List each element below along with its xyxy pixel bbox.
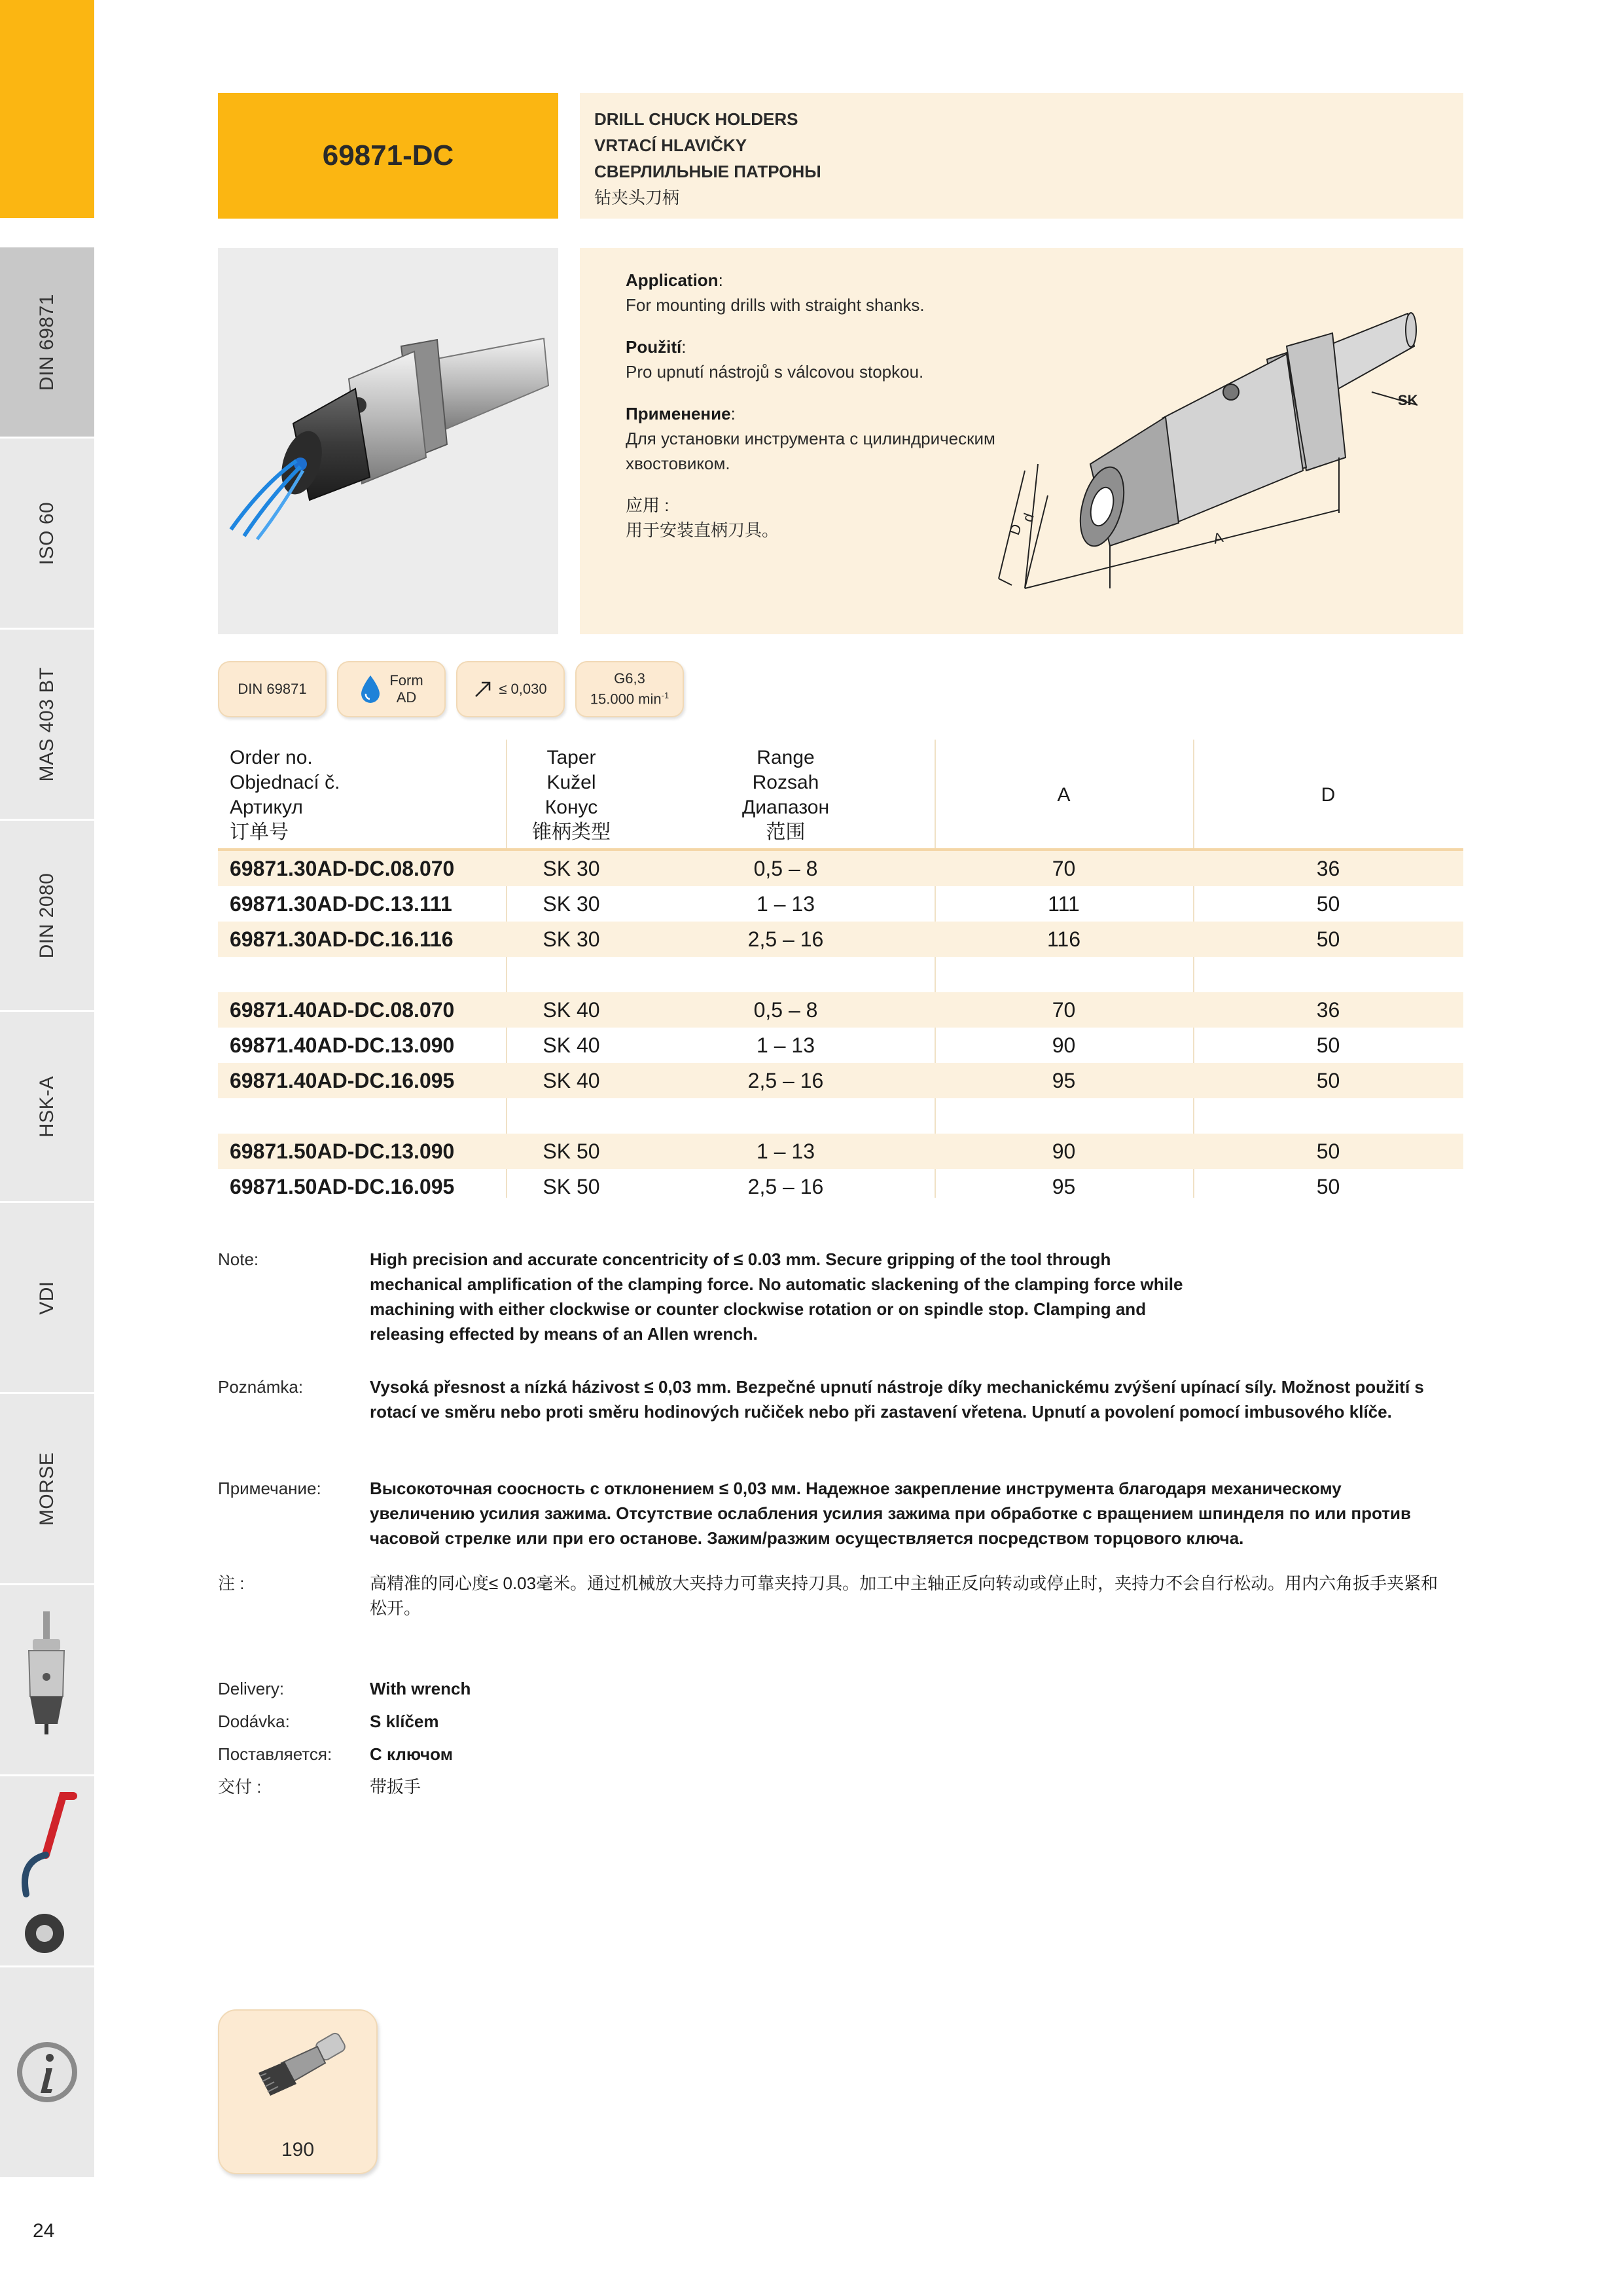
tab-mas-403-bt[interactable] (0, 628, 94, 819)
rpm-unit-sup: -1 (661, 691, 669, 701)
cell-a: 90 (1052, 1033, 1076, 1057)
application-label: 应用 (626, 495, 665, 515)
order-table (218, 740, 1463, 1204)
accessory-link-tile[interactable] (218, 2009, 378, 2174)
cell-order (230, 957, 505, 992)
tab-label: MAS 403 BT (36, 666, 58, 782)
table-row (218, 1134, 1463, 1169)
delivery-label: 交付 : (218, 1777, 262, 1797)
tab-label: DIN 2080 (36, 872, 58, 958)
cell-a: 111 (1048, 892, 1080, 916)
cell-order: 69871.40AD-DC.13.090 (230, 1033, 455, 1057)
cell-a (935, 1098, 1193, 1134)
delivery-value: With wrench (370, 1679, 471, 1698)
table-row (218, 1169, 1463, 1204)
cell-order: 69871.30AD-DC.16.116 (230, 927, 454, 951)
cell-a: 95 (1052, 1175, 1076, 1198)
coolant-drop-icon (359, 674, 382, 704)
cell-order: 69871.30AD-DC.13.111 (230, 892, 452, 916)
cell-taper (506, 957, 637, 992)
table-row (218, 992, 1463, 1028)
standard-badge (218, 661, 327, 717)
dim-a: A (1211, 529, 1225, 547)
cell-d (1193, 957, 1463, 992)
cell-d: 50 (1316, 1139, 1340, 1163)
delivery-value: 带扳手 (370, 1777, 421, 1797)
application-value: 用于安装直柄刀具。 (626, 520, 779, 540)
form-value: AD (396, 689, 417, 706)
title-ru: СВЕРЛИЛЬНЫЕ ПАТРОНЫ (594, 162, 821, 181)
balance-badge (575, 661, 684, 717)
cell-taper: SK 40 (543, 1069, 600, 1092)
header-range: Range Rozsah Диапазон 范围 (741, 747, 830, 843)
cell-taper: SK 40 (543, 998, 600, 1022)
header-order: Order no. Objednací č. Артикул 订单号 (230, 747, 340, 843)
note-text: Высокоточная соосность с отклонением ≤ 0,03 мм. Надежное закрепление инструмента благодаря механическому увеличению усилия зажима. Отсутствие ослабления усилия зажима при обработке с вращением шпинделя по или против часовой стрелке или при его останове. Зажим/разжим осуществляется посредством торцового ключа. (370, 1479, 1411, 1548)
accessory-page-number: 190 (281, 2139, 315, 2161)
header-taper: Taper Kužel Конус 锥柄类型 (532, 747, 611, 843)
cell-d: 50 (1316, 1033, 1340, 1057)
form-label: Form (389, 672, 423, 689)
tab-iso-60[interactable] (0, 437, 94, 628)
delivery-ru (218, 1738, 872, 1770)
tab-label: VDI (36, 1280, 58, 1315)
cell-d (1193, 1098, 1463, 1134)
cell-d: 50 (1316, 927, 1340, 951)
cell-range: 2,5 – 16 (747, 1069, 824, 1092)
application-label: Применение (626, 404, 731, 423)
tab-din-69871[interactable] (0, 245, 94, 437)
side-accent-bar (0, 0, 94, 218)
table-spacer-row (218, 957, 1463, 992)
application-en: Application: For mounting drills with straight shanks. (626, 268, 1044, 317)
note-text: Vysoká přesnost a nízká házivost ≤ 0,03 mm. Bezpečné upnutí nástroje díky mechanickému zvýšení upínací síly. Možnost použití s rotací ve směru nebo proti směru hodinových ručiček nebo při zastavení vřetena. Upnutí a povolení pomocí imbusového klíče. (370, 1377, 1424, 1422)
delivery-cn (218, 1770, 872, 1803)
wrench-and-nut-icon (0, 1776, 94, 1967)
concentricity-badge (456, 661, 565, 717)
application-panel (580, 248, 1463, 634)
cell-range: 1 – 13 (757, 1033, 815, 1057)
cell-a: 116 (1046, 927, 1080, 951)
cell-range: 1 – 13 (757, 892, 815, 916)
note-label: Примечание: (218, 1479, 321, 1498)
table-header (218, 740, 1463, 851)
product-photo (218, 248, 558, 634)
delivery-value: S klíčem (370, 1712, 439, 1731)
note-text: High precision and accurate concentricity of ≤ 0.03 mm. Secure gripping of the tool through mechanical amplification of the clamping force. No automatic slackening of the clamping force while machining with either clockwise or counter clockwise rotation or on spindle stop. Clamping and releasing effected by means of an Allen wrench. (370, 1249, 1183, 1344)
tab-wrench-and-nut[interactable] (0, 1774, 94, 1965)
dim-d-big: D (1006, 522, 1026, 537)
table-row (218, 1028, 1463, 1063)
max-rpm: 15.000 min (590, 691, 662, 708)
application-cz: Použití: Pro upnutí nástrojů s válcovou stopkou. (626, 334, 1044, 384)
application-label: Application (626, 270, 719, 290)
tab-hsk-a[interactable] (0, 1010, 94, 1201)
product-code: 69871-DC (322, 139, 454, 171)
delivery-label: Dodávka: (218, 1712, 290, 1731)
delivery-label: Поставляется: (218, 1744, 332, 1764)
page-number: 24 (33, 2220, 55, 2242)
cell-order (230, 1098, 505, 1134)
application-value: Для установки инструмента с цилиндрическим хвостовиком. (626, 429, 995, 473)
cell-d: 50 (1316, 1069, 1340, 1092)
table-spacer-row (218, 1098, 1463, 1134)
delivery-section (218, 1672, 872, 1803)
dim-sk: SK (1398, 392, 1418, 408)
table-row (218, 886, 1463, 922)
note-label: Note: (218, 1249, 259, 1269)
note-text: 高精准的同心度≤ 0.03毫米。通过机械放大夹持力可靠夹持刀具。加工中主轴正反向转动或停止时，夹持力不会自行松动。用内六角扳手夹紧和松开。 (370, 1573, 1438, 1618)
cell-a: 95 (1052, 1069, 1076, 1092)
balance-grade: G6,3 (614, 670, 645, 687)
application-label: Použití (626, 337, 682, 357)
tab-morse[interactable] (0, 1392, 94, 1583)
tab-drill-chuck[interactable] (0, 1583, 94, 1774)
application-ru: Применение: Для установки инструмента с цилиндрическим хвостовиком. (626, 401, 1044, 476)
cell-taper: SK 30 (543, 857, 600, 880)
note-label: 注 : (218, 1573, 245, 1593)
cell-d: 36 (1316, 998, 1340, 1022)
cell-a: 70 (1052, 857, 1076, 880)
info-icon (0, 1967, 94, 2179)
tab-info[interactable] (0, 1965, 94, 2177)
cell-range: 1 – 13 (757, 1139, 815, 1163)
tab-label: HSK-A (36, 1075, 58, 1138)
delivery-label: Delivery: (218, 1679, 285, 1698)
pull-stud-icon (219, 2011, 379, 2142)
cell-order: 69871.50AD-DC.16.095 (230, 1175, 455, 1198)
concentricity-arrow-icon (474, 680, 492, 698)
spec-badges (218, 661, 684, 717)
dim-d-small: d (1019, 511, 1037, 524)
cell-range: 0,5 – 8 (753, 857, 818, 880)
table-row (218, 922, 1463, 957)
standard-badge-text: DIN 69871 (238, 681, 307, 697)
cell-order: 69871.40AD-DC.08.070 (230, 998, 455, 1022)
table-row (218, 851, 1463, 886)
cell-order: 69871.40AD-DC.16.095 (230, 1069, 455, 1092)
side-navigation (0, 0, 94, 2177)
title-en: DRILL CHUCK HOLDERS (594, 109, 798, 129)
cell-taper (506, 1098, 637, 1134)
cell-range: 2,5 – 16 (747, 1175, 824, 1198)
technical-drawing (1006, 248, 1463, 634)
header-a: A (1057, 784, 1071, 806)
delivery-cz (218, 1705, 872, 1738)
tab-label: ISO 60 (36, 501, 58, 565)
cell-taper: SK 30 (543, 892, 600, 916)
tab-label: MORSE (36, 1452, 58, 1526)
cell-taper: SK 30 (543, 927, 600, 951)
table-row (218, 1063, 1463, 1098)
application-value: Pro upnutí nástrojů s válcovou stopkou. (626, 362, 924, 382)
cell-a: 90 (1052, 1139, 1076, 1163)
cell-a: 70 (1052, 998, 1076, 1022)
cell-taper: SK 50 (543, 1139, 600, 1163)
delivery-en (218, 1672, 872, 1705)
application-cn: 应用 : 用于安装直柄刀具。 (626, 493, 1044, 543)
cell-taper: SK 40 (543, 1033, 600, 1057)
application-text (626, 268, 1044, 560)
cell-a (935, 957, 1193, 992)
cell-range (637, 1098, 935, 1134)
product-code-box (218, 93, 558, 219)
table-body (218, 851, 1463, 1204)
cell-d: 50 (1316, 892, 1340, 916)
drill-chuck-icon (0, 1585, 94, 1776)
tab-label: DIN 69871 (36, 293, 58, 391)
note-label: Poznámka: (218, 1377, 304, 1397)
title-cz: VRTACÍ HLAVIČKY (594, 135, 747, 155)
product-title-box (580, 93, 1463, 219)
cell-range: 0,5 – 8 (753, 998, 818, 1022)
cell-taper: SK 50 (543, 1175, 600, 1198)
application-value: For mounting drills with straight shanks. (626, 295, 925, 315)
cell-range: 2,5 – 16 (747, 927, 824, 951)
cell-d: 50 (1316, 1175, 1340, 1198)
cell-range (637, 957, 935, 992)
title-cn: 钻夹头刀柄 (594, 188, 680, 207)
cell-order: 69871.30AD-DC.08.070 (230, 857, 455, 880)
delivery-value: С ключом (370, 1744, 453, 1764)
form-badge (337, 661, 446, 717)
drill-chuck-holder-image (218, 248, 558, 634)
cell-d: 36 (1316, 857, 1340, 880)
tab-vdi[interactable] (0, 1201, 94, 1392)
concentricity-value: ≤ 0,030 (499, 681, 547, 697)
tab-din-2080[interactable] (0, 819, 94, 1010)
header-d: D (1321, 784, 1336, 806)
cell-order: 69871.50AD-DC.13.090 (230, 1139, 455, 1163)
